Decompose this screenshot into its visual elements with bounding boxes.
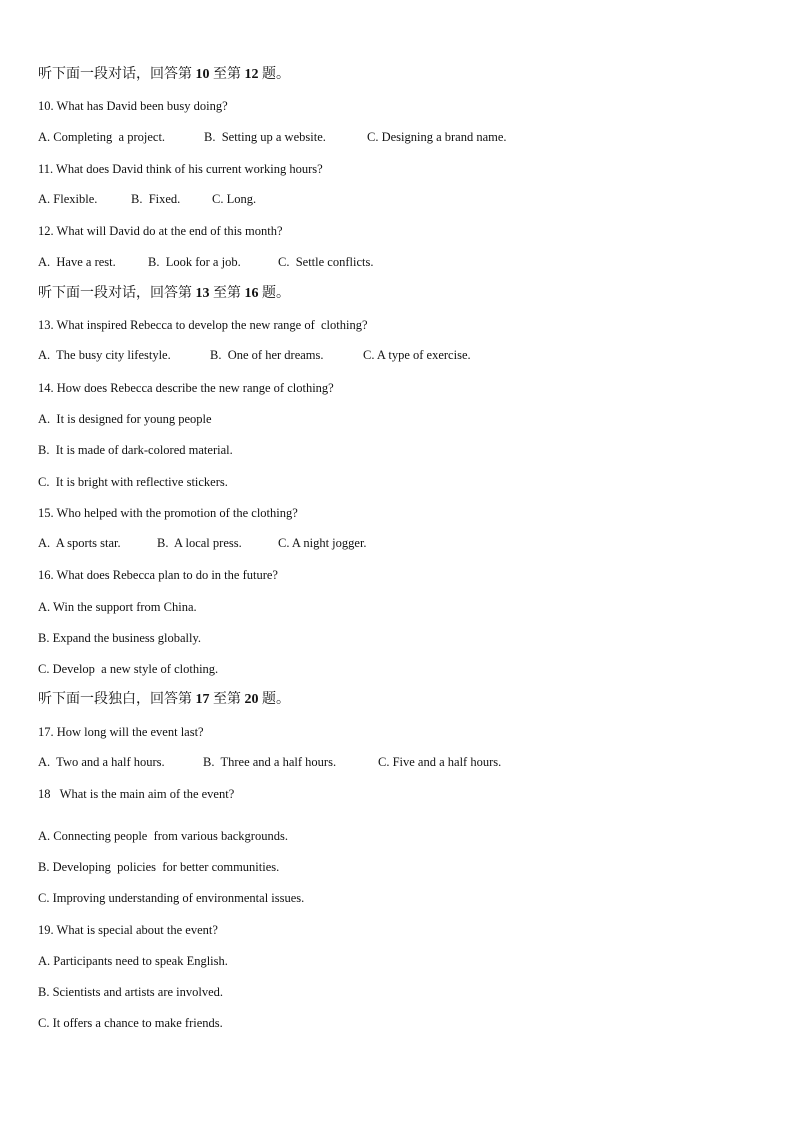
option-b: B. Three and a half hours. — [203, 755, 337, 769]
option-b: B. Look for a job. — [148, 255, 241, 269]
option-c: C. Improving understanding of environmental issues. — [38, 891, 305, 905]
heading-text: 听下面一段对话，回答第 — [38, 67, 196, 82]
option-a: A. It is designed for young people — [38, 412, 212, 426]
section-heading-2 — [38, 286, 290, 302]
options-17 — [38, 755, 738, 771]
heading-number: 16 — [244, 286, 259, 301]
section-heading-3 — [38, 692, 290, 708]
option-a: A. Two and a half hours. — [38, 755, 165, 769]
option-a: A. Connecting people from various backgrounds. — [38, 829, 288, 843]
heading-number: 20 — [244, 692, 259, 707]
section-heading-1 — [38, 67, 290, 83]
option-b: B. One of her dreams. — [210, 348, 324, 362]
option-c: C. Five and a half hours. — [378, 755, 502, 769]
options-12 — [38, 255, 738, 271]
option-a: A. Completing a project. — [38, 130, 166, 144]
option-a: A. A sports star. — [38, 536, 121, 550]
heading-text: 至第 — [209, 67, 245, 82]
options-10 — [38, 130, 738, 146]
question-10: 10. What has David been busy doing? — [38, 99, 228, 113]
option-a: A. Participants need to speak English. — [38, 954, 228, 968]
question-13: 13. What inspired Rebecca to develop the new range of clothing? — [38, 318, 368, 332]
option-a: A. Have a rest. — [38, 255, 116, 269]
option-c: C. Settle conflicts. — [278, 255, 374, 269]
option-b: B. Fixed. — [131, 192, 181, 206]
option-b: B. A local press. — [157, 536, 242, 550]
options-11 — [38, 192, 738, 208]
question-12: 12. What will David do at the end of this month? — [38, 224, 283, 238]
option-c: C. A type of exercise. — [363, 348, 471, 362]
option-c: C. It offers a chance to make friends. — [38, 1016, 223, 1030]
question-19: 19. What is special about the event? — [38, 923, 218, 937]
heading-number: 17 — [195, 692, 210, 707]
question-14: 14. How does Rebecca describe the new range of clothing? — [38, 381, 334, 395]
question-17: 17. How long will the event last? — [38, 725, 204, 739]
option-c: C. A night jogger. — [278, 536, 367, 550]
heading-number: 13 — [195, 286, 210, 301]
option-b: B. Developing policies for better communities. — [38, 860, 280, 874]
option-a: A. Flexible. — [38, 192, 98, 206]
question-18: 18 What is the main aim of the event? — [38, 787, 235, 801]
options-13 — [38, 348, 738, 364]
option-c: C. Designing a brand name. — [367, 130, 507, 144]
heading-text: 听下面一段对话，回答第 — [38, 286, 196, 301]
option-b: B. It is made of dark-colored material. — [38, 443, 233, 457]
option-b: B. Scientists and artists are involved. — [38, 985, 224, 999]
question-16: 16. What does Rebecca plan to do in the future? — [38, 568, 278, 582]
option-c: C. Develop a new style of clothing. — [38, 662, 219, 676]
option-b: B. Setting up a website. — [204, 130, 326, 144]
question-11: 11. What does David think of his current working hours? — [38, 162, 323, 176]
heading-number: 10 — [195, 67, 210, 82]
option-a: A. The busy city lifestyle. — [38, 348, 171, 362]
heading-text: 至第 — [209, 286, 245, 301]
option-a: A. Win the support from China. — [38, 600, 197, 614]
heading-text: 题。 — [258, 286, 290, 301]
heading-text: 题。 — [258, 692, 290, 707]
options-15 — [38, 536, 738, 552]
heading-text: 至第 — [209, 692, 245, 707]
option-b: B. Expand the business globally. — [38, 631, 202, 645]
heading-text: 听下面一段独白，回答第 — [38, 692, 196, 707]
option-c: C. It is bright with reflective stickers. — [38, 475, 228, 489]
option-c: C. Long. — [212, 192, 257, 206]
question-15: 15. Who helped with the promotion of the clothing? — [38, 506, 298, 520]
heading-text: 题。 — [258, 67, 290, 82]
heading-number: 12 — [244, 67, 259, 82]
